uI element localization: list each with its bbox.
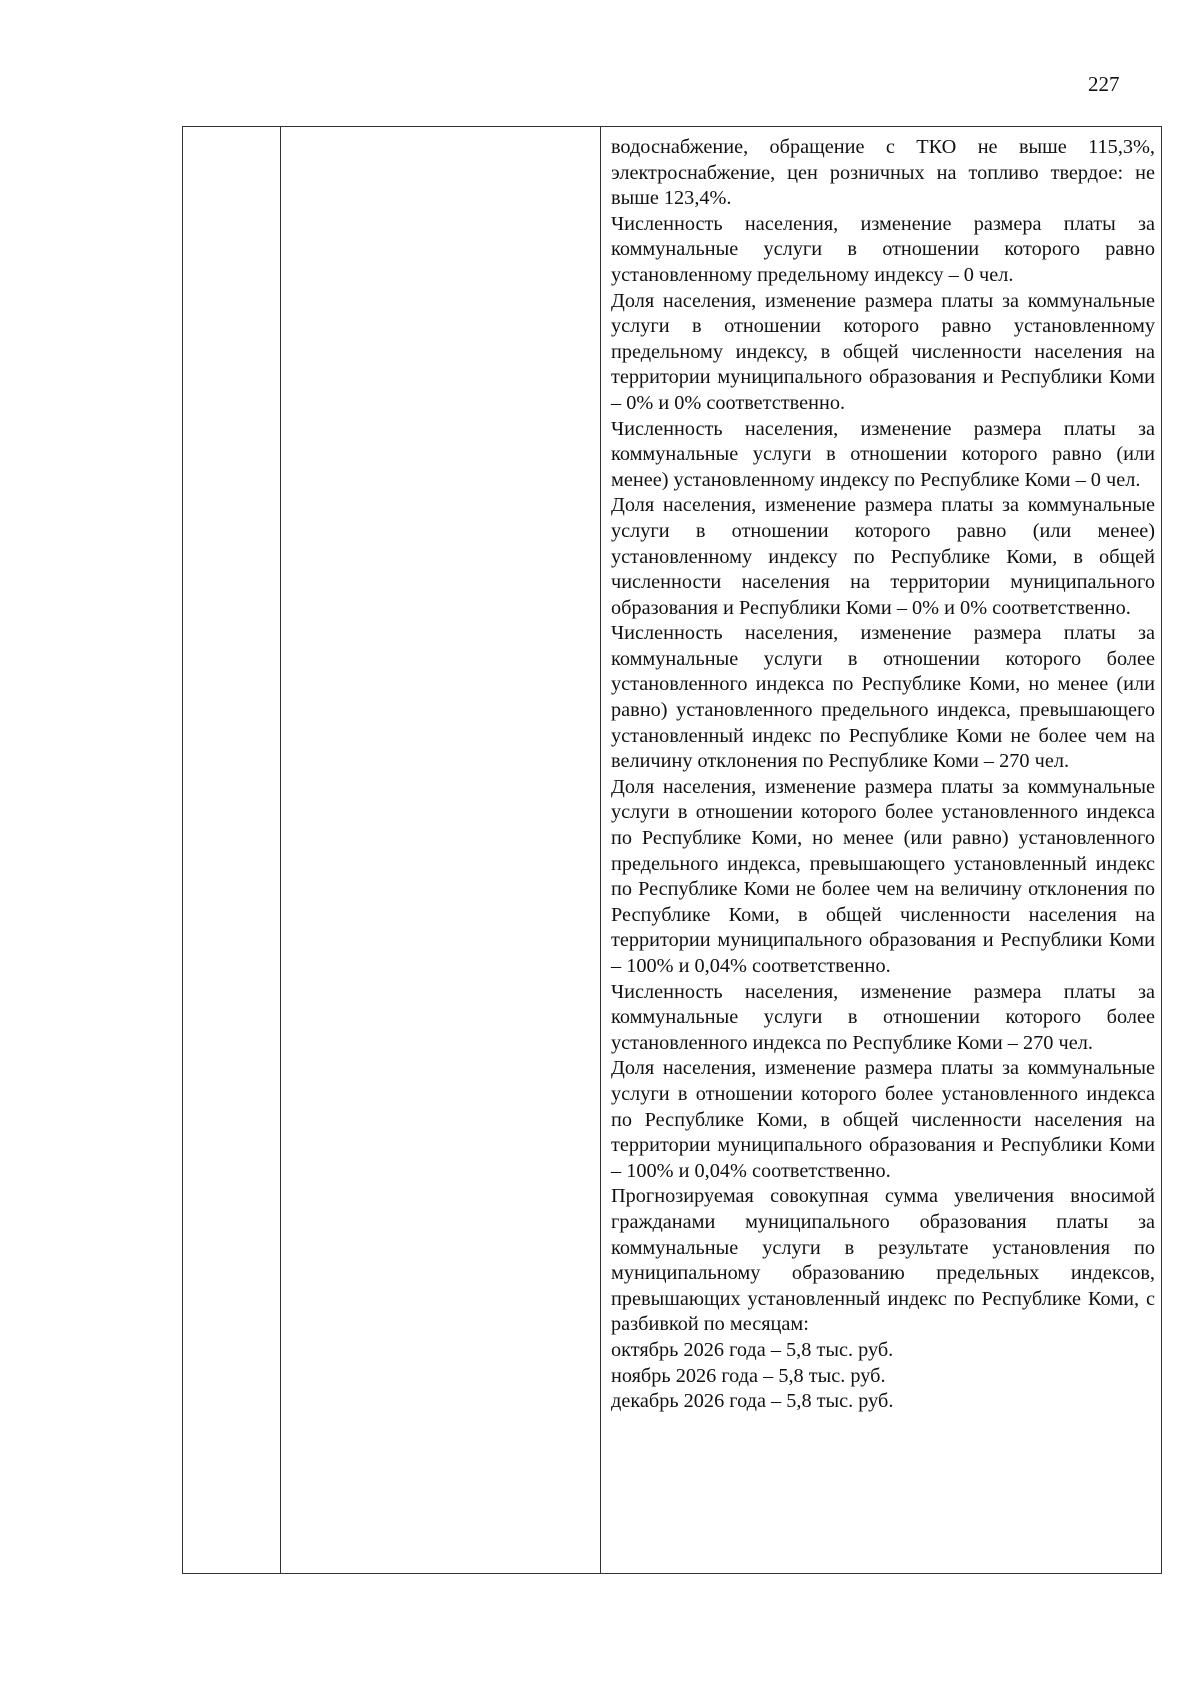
page-number: 227 bbox=[1088, 72, 1120, 96]
table-cell-column-3 bbox=[601, 127, 1162, 1574]
paragraph-population-equal-limit: Численность населения, изменение размера платы за коммунальные услуги в отношении которого равно установленному предельному индексу – 0 чел. bbox=[611, 212, 1155, 286]
paragraph-share-equal-or-less-index: Доля населения, изменение размера платы за коммунальные услуги в отношении которого равно (или менее) установленному индексу по Республике Коми, в общей численности населения на территории муниципального образования и Республики Коми – 0% и 0% соответственно. bbox=[611, 494, 1155, 619]
table-cell-column-2 bbox=[281, 127, 601, 1574]
paragraph-month-october: октябрь 2026 года – 5,8 тыс. руб. bbox=[611, 1338, 894, 1361]
cell-text-block bbox=[601, 127, 1161, 1415]
table-row bbox=[183, 127, 1162, 1574]
paragraph-tariff-limits: водоснабжение, обращение с ТКО не выше 115,3%, электроснабжение, цен розничных на топливо твердое: не выше 123,4%. bbox=[611, 136, 1155, 210]
paragraph-month-november: ноябрь 2026 года – 5,8 тыс. руб. bbox=[611, 1364, 886, 1387]
paragraph-forecast-total-increase: Прогнозируемая совокупная сумма увеличения вносимой гражданами муниципального образования платы за коммунальные услуги в результате установления по муниципальному образованию предельных индексов, превышающих установленный индекс по Республике Коми, с разбивкой по месяцам: bbox=[611, 1185, 1155, 1336]
paragraph-population-above-index-within-deviation: Численность населения, изменение размера платы за коммунальные услуги в отношении которого более установленного индекса по Республике Коми, но менее (или равно) установленного предельного индекса, превышающего установленный индекс по Республике Коми не более чем на величину отклонения по Республике Коми – 270 чел. bbox=[611, 622, 1155, 773]
paragraph-share-above-index-within-deviation: Доля населения, изменение размера платы за коммунальные услуги в отношении которого более установленного индекса по Республике Коми, но менее (или равно) установленного предельного индекса, превышающего установленный индекс по Республике Коми не более чем на величину отклонения по Республике Коми, в общей численности населения на территории муниципального образования и Республики Коми – 100% и 0,04% соответственно. bbox=[611, 775, 1155, 977]
table-cell-column-1 bbox=[183, 127, 281, 1574]
paragraph-month-december: декабрь 2026 года – 5,8 тыс. руб. bbox=[611, 1390, 894, 1413]
document-table bbox=[182, 126, 1162, 1574]
paragraph-share-above-index: Доля населения, изменение размера платы за коммунальные услуги в отношении которого более установленного индекса по Республике Коми, в общей численности населения на территории муниципального образования и Республики Коми – 100% и 0,04% соответственно. bbox=[611, 1057, 1155, 1182]
paragraph-share-equal-limit: Доля населения, изменение размера платы за коммунальные услуги в отношении которого равно установленному предельному индексу, в общей численности населения на территории муниципального образования и Республики Коми – 0% и 0% соответственно. bbox=[611, 289, 1155, 414]
paragraph-population-equal-or-less-index: Численность населения, изменение размера платы за коммунальные услуги в отношении которого равно (или менее) установленному индексу по Республике Коми – 0 чел. bbox=[611, 417, 1155, 491]
paragraph-population-above-index: Численность населения, изменение размера платы за коммунальные услуги в отношении которого более установленного индекса по Республике Коми – 270 чел. bbox=[611, 980, 1155, 1054]
